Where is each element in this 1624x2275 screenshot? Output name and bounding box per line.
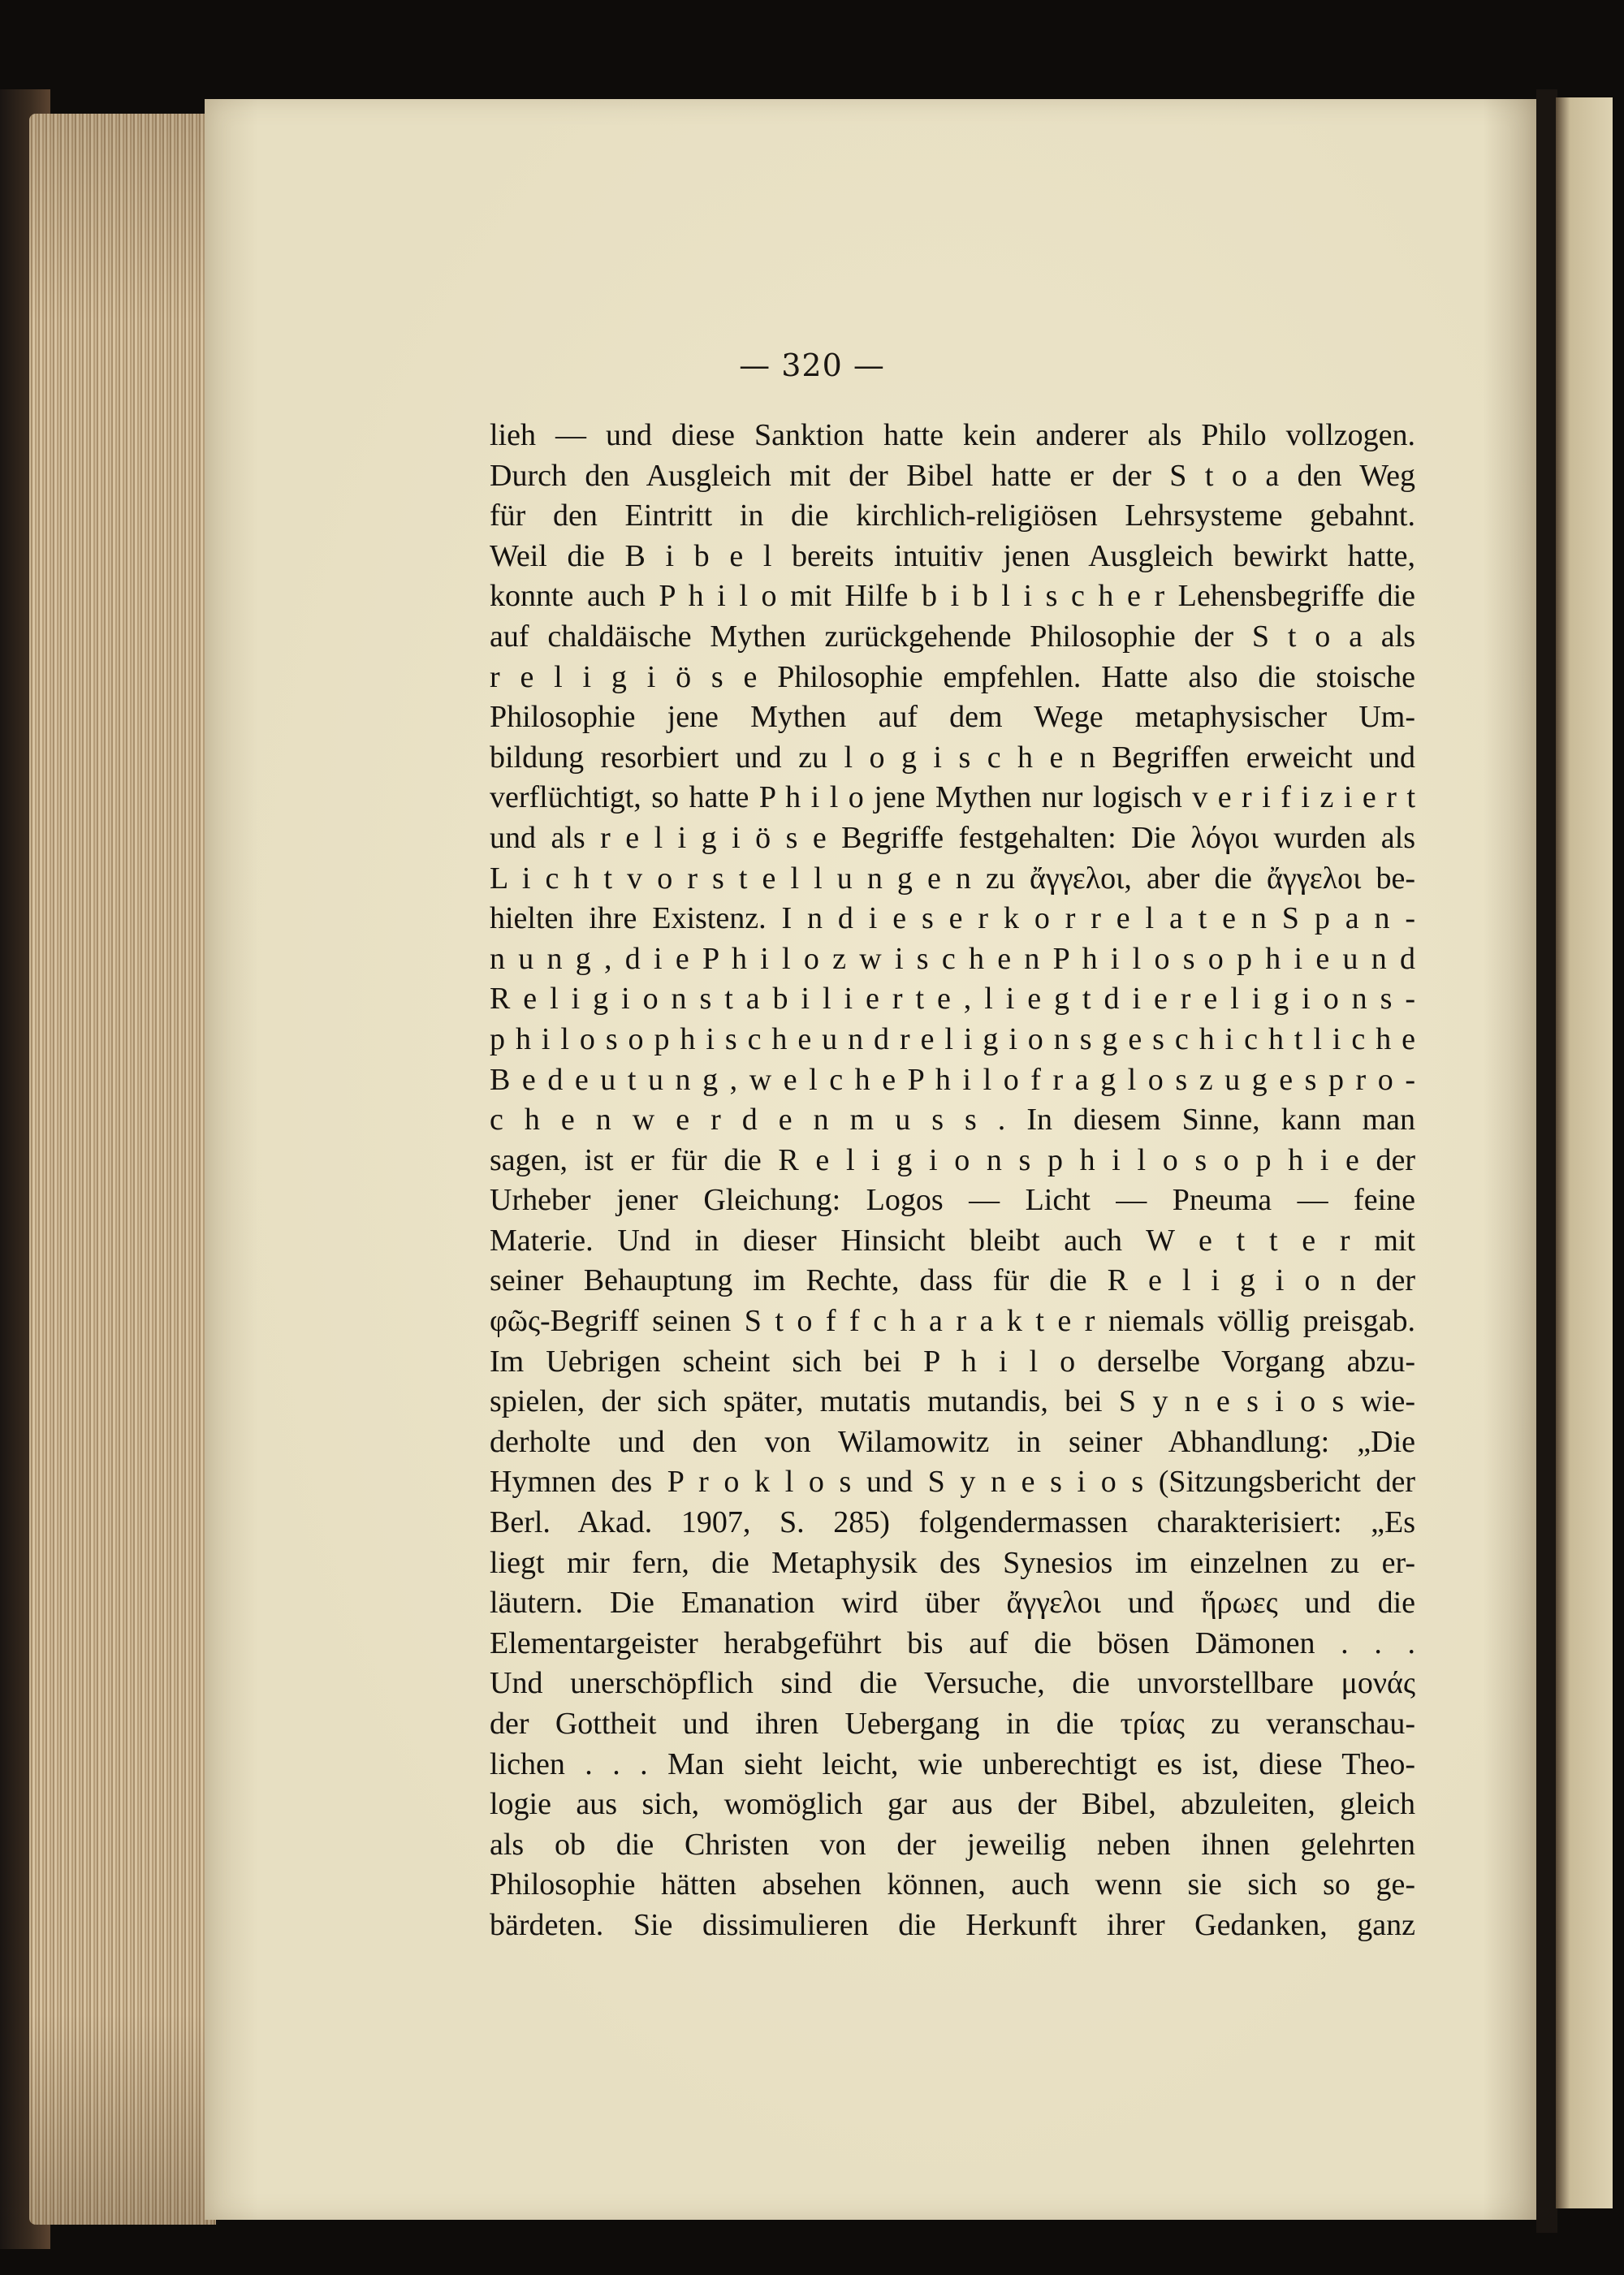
text-line: p h i l o s o p h i s c h e u n d r e l i g i o n s g e s c h i c h t l i c h e bbox=[490, 1021, 1415, 1056]
text-line: der Gottheit und ihren Uebergang in die τρίας zu veranschau- bbox=[490, 1707, 1415, 1741]
text-line: Berl. Akad. 1907, S. 285) folgendermassen charakterisiert: „Es bbox=[490, 1505, 1415, 1540]
text-line: R e l i g i o n s t a b i l i e r t e , l i e g t d i e r e l i g i o n s - bbox=[490, 982, 1415, 1017]
text-line: Elementargeister herabgeführt bis auf die bösen Dämonen . . . bbox=[490, 1625, 1415, 1660]
text-line: logie aus sich, womöglich gar aus der Bibel, abzuleiten, gleich bbox=[490, 1787, 1415, 1822]
text-line: bildung resorbiert und zu l o g i s c h e n Begriffen erweicht und bbox=[490, 740, 1415, 775]
body-text bbox=[490, 416, 1415, 1946]
text-line: Weil die B i b e l bereits intuitiv jenen Ausgleich bewirkt hatte, bbox=[490, 538, 1415, 573]
text-line: für den Eintritt in die kirchlich-religiösen Lehrsysteme gebahnt. bbox=[490, 499, 1415, 533]
text-line: konnte auch P h i l o mit Hilfe b i b l i s c h e r Lehensbegriffe die bbox=[490, 579, 1415, 614]
text-line: B e d e u t u n g , w e l c h e P h i l o f r a g l o s z u g e s p r o - bbox=[490, 1062, 1415, 1097]
text-line: und als r e l i g i ö s e Begriffe festgehalten: Die λόγοι wurden als bbox=[490, 820, 1415, 855]
text-line: spielen, der sich später, mutatis mutandis, bei S y n e s i o s wie- bbox=[490, 1384, 1415, 1419]
text-line: auf chaldäische Mythen zurückgehende Philosophie der S t o a als bbox=[490, 619, 1415, 654]
text-line: Philosophie hätten absehen können, auch wenn sie sich so ge- bbox=[490, 1867, 1415, 1902]
text-line: läutern. Die Emanation wird über ἄγγελοι und ἥρωες und die bbox=[490, 1586, 1415, 1621]
text-line: als ob die Christen von der jeweilig neben ihnen gelehrten bbox=[490, 1827, 1415, 1862]
text-line: c h e n w e r d e n m u s s . In diesem Sinne, kann man bbox=[490, 1103, 1415, 1138]
text-line: liegt mir fern, die Metaphysik des Synesios im einzelnen zu er- bbox=[490, 1545, 1415, 1580]
text-line: derholte und den von Wilamowitz in seiner Abhandlung: „Die bbox=[490, 1424, 1415, 1459]
text-line: Urheber jener Gleichung: Logos — Licht — Pneuma — feine bbox=[490, 1183, 1415, 1218]
text-line: L i c h t v o r s t e l l u n g e n zu ἄγγελοι, aber die ἄγγελοι be- bbox=[490, 861, 1415, 896]
text-line: φῶς-Begriff seinen S t o f f c h a r a k t e r niemals völlig preisgab. bbox=[490, 1304, 1415, 1339]
text-line: sagen, ist er für die R e l i g i o n s p h i l o s o p h i e der bbox=[490, 1142, 1415, 1177]
text-line: seiner Behauptung im Rechte, dass für die R e l i g i o n der bbox=[490, 1263, 1415, 1298]
text-line: Materie. Und in dieser Hinsicht bleibt auch W e t t e r mit bbox=[490, 1223, 1415, 1258]
text-line: verflüchtigt, so hatte P h i l o jene Mythen nur logisch v e r i f i z i e r t bbox=[490, 780, 1415, 815]
text-line: r e l i g i ö s e Philosophie empfehlen. Hatte also die stoische bbox=[490, 659, 1415, 694]
text-line: Und unerschöpflich sind die Versuche, die unvorstellbare μονάς bbox=[490, 1666, 1415, 1701]
book-gutter bbox=[1536, 89, 1557, 2233]
text-line: n u n g , d i e P h i l o z w i s c h e n P h i l o s o p h i e u n d bbox=[490, 941, 1415, 976]
text-line: Im Uebrigen scheint sich bei P h i l o derselbe Vorgang abzu- bbox=[490, 1344, 1415, 1379]
text-line: Durch den Ausgleich mit der Bibel hatte er der S t o a den Weg bbox=[490, 458, 1415, 493]
text-line: Philosophie jene Mythen auf dem Wege metaphysischer Um- bbox=[490, 700, 1415, 735]
next-page-sliver bbox=[1556, 97, 1613, 2208]
page-stack-edges bbox=[29, 114, 216, 2225]
text-line: bärdeten. Sie dissimulieren die Herkunft ihrer Gedanken, ganz bbox=[490, 1907, 1415, 1942]
text-line: Hymnen des P r o k l o s und S y n e s i o s (Sitzungsbericht der bbox=[490, 1465, 1415, 1500]
text-line: lieh — und diese Sanktion hatte kein anderer als Philo vollzogen. bbox=[490, 418, 1415, 452]
text-line: hielten ihre Existenz. I n d i e s e r k o r r e l a t e n S p a n - bbox=[490, 901, 1415, 936]
text-line: lichen . . . Man sieht leicht, wie unberechtigt es ist, diese Theo- bbox=[490, 1746, 1415, 1781]
page-number: — 320 — bbox=[739, 348, 885, 383]
